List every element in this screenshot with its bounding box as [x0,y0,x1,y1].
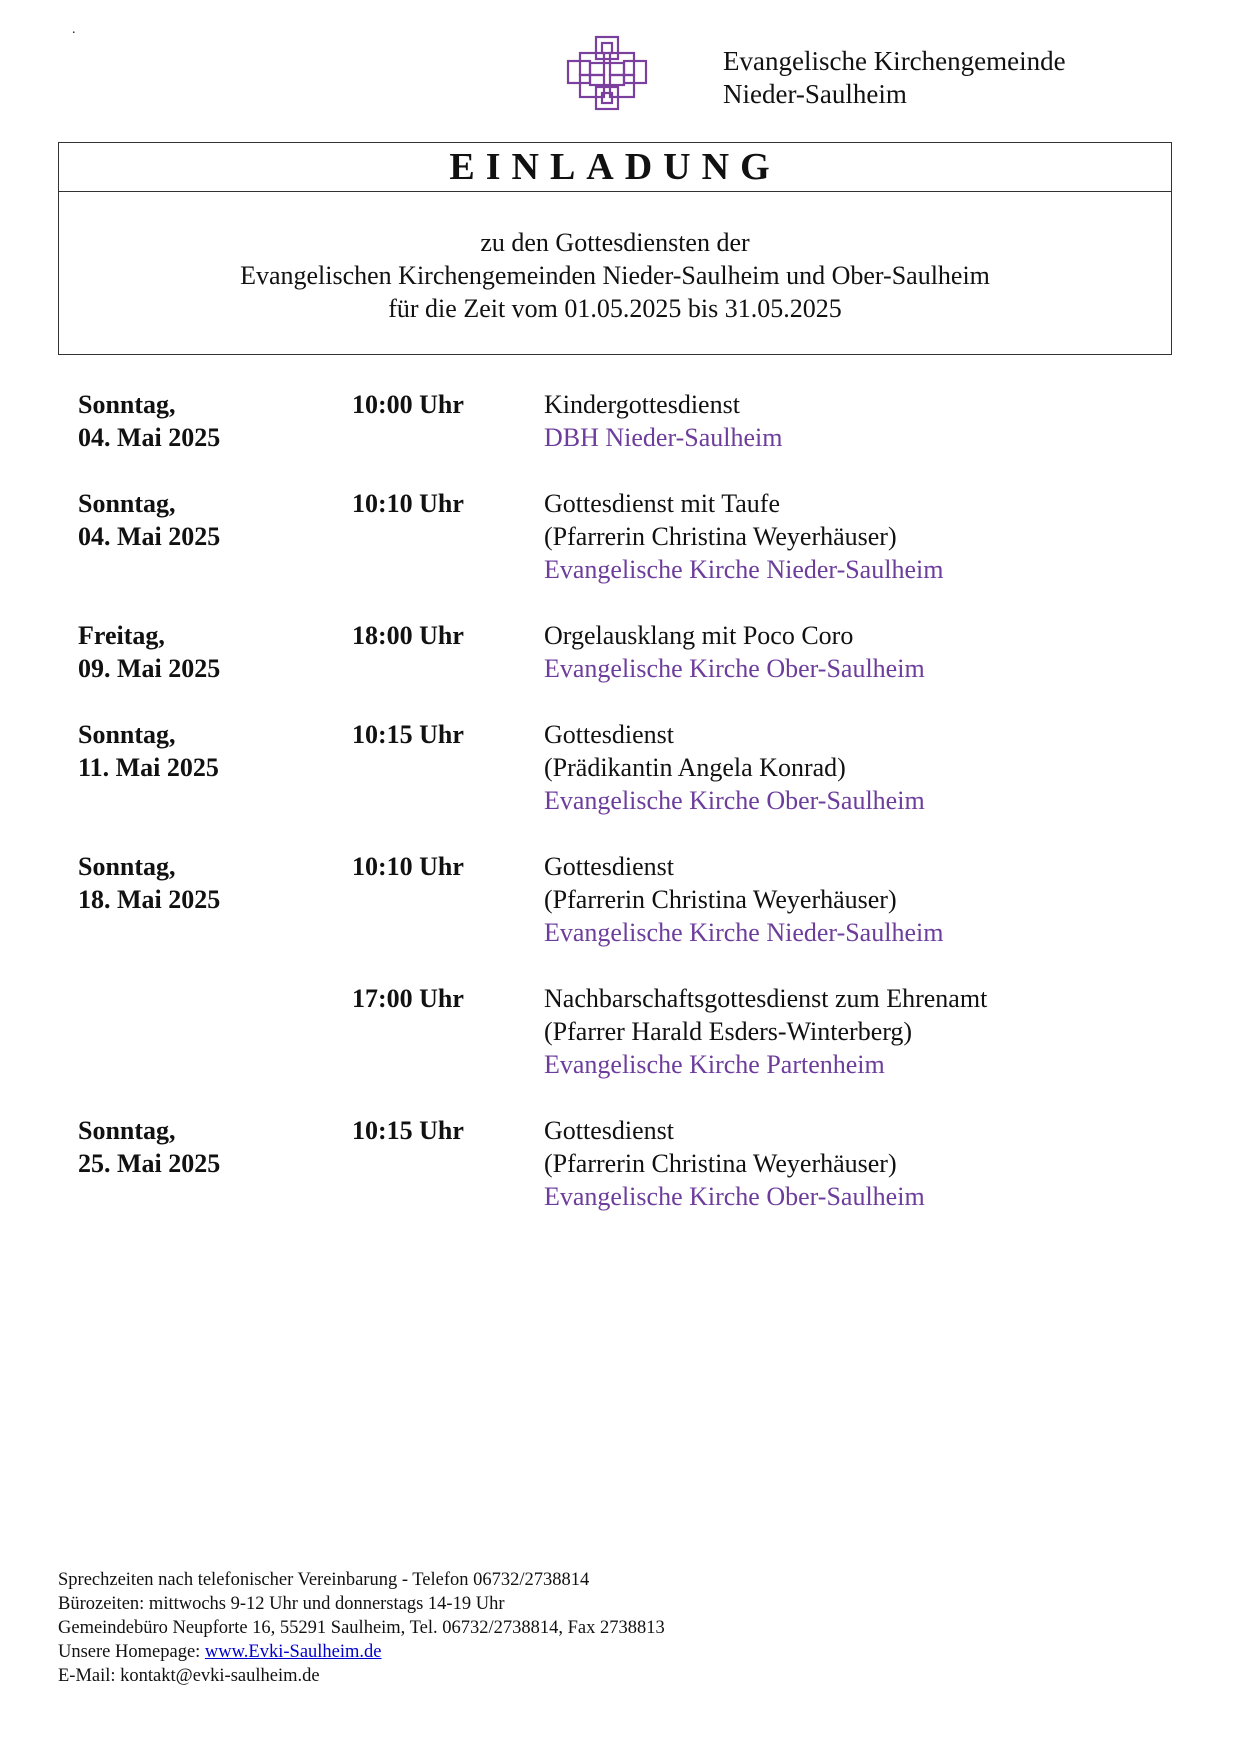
event-time: 17:00 Uhr [352,984,464,1013]
event-description [544,850,1158,949]
event-title: Gottesdienst [544,852,674,881]
event-location: Evangelische Kirche Ober-Saulheim [544,1182,925,1211]
event-location: DBH Nieder-Saulheim [544,423,783,452]
event-date [78,619,338,685]
invitation-body [59,192,1171,325]
footer-office-hours-phone: Sprechzeiten nach telefonischer Vereinbarung - Telefon 06732/2738814 [58,1570,590,1590]
event-description [544,388,1158,454]
event-location: Evangelische Kirche Nieder-Saulheim [544,918,944,947]
event-description [544,982,1158,1081]
event-date-value: 18. Mai 2025 [78,885,221,914]
event-day: Freitag, [78,621,165,650]
event-day: Sonntag, [78,489,176,518]
stray-dot: . [72,22,76,37]
event-location: Evangelische Kirche Partenheim [544,1050,885,1079]
event-description [544,1114,1158,1213]
event-date-value: 25. Mai 2025 [78,1149,221,1178]
invitation-line3: für die Zeit vom 01.05.2025 bis 31.05.2025 [388,294,842,323]
event-title: Kindergottesdienst [544,390,740,419]
event-date-value: 04. Mai 2025 [78,423,221,452]
event-day: Sonntag, [78,390,176,419]
events-list [78,388,1158,1246]
invitation-title: EINLADUNG [59,143,1171,192]
event-time: 10:10 Uhr [352,489,464,518]
event-title: Gottesdienst mit Taufe [544,489,780,518]
event-date-value: 11. Mai 2025 [78,753,219,782]
event-time: 18:00 Uhr [352,621,464,650]
event-time: 10:10 Uhr [352,852,464,881]
homepage-label: Unsere Homepage: [58,1642,205,1662]
event-date [78,850,338,916]
footer-homepage [58,1640,665,1664]
event-item [78,487,1158,586]
event-officiant: (Pfarrer Harald Esders-Winterberg) [544,1017,913,1046]
event-date [78,1114,338,1180]
invitation-line2: Evangelischen Kirchengemeinden Nieder-Saulheim und Ober-Saulheim [240,261,990,290]
event-day: Sonntag, [78,720,176,749]
event-item [78,1114,1158,1213]
event-officiant: (Pfarrerin Christina Weyerhäuser) [544,1149,897,1178]
event-location: Evangelische Kirche Nieder-Saulheim [544,555,944,584]
event-description [544,718,1158,817]
event-location: Evangelische Kirche Ober-Saulheim [544,654,925,683]
invitation-line1: zu den Gottesdiensten der [480,228,750,257]
event-time: 10:15 Uhr [352,1116,464,1145]
event-item [78,619,1158,685]
org-name-line2: Nieder-Saulheim [723,79,907,109]
event-title: Gottesdienst [544,720,674,749]
event-item [78,982,1158,1081]
event-description [544,487,1158,586]
event-item [78,850,1158,949]
event-officiant: (Prädikantin Angela Konrad) [544,753,846,782]
org-name-line1: Evangelische Kirchengemeinde [723,46,1066,76]
event-date [78,718,338,784]
footer-contact [58,1568,665,1688]
event-date-value: 09. Mai 2025 [78,654,221,683]
church-cross-logo-icon [566,35,652,113]
footer-office-hours: Bürozeiten: mittwochs 9-12 Uhr und donnerstags 14-19 Uhr [58,1594,505,1614]
event-title: Orgelausklang mit Poco Coro [544,621,854,650]
event-item [78,718,1158,817]
footer-address: Gemeindebüro Neupforte 16, 55291 Saulheim, Tel. 06732/2738814, Fax 2738813 [58,1618,665,1638]
event-title: Gottesdienst [544,1116,674,1145]
event-officiant: (Pfarrerin Christina Weyerhäuser) [544,522,897,551]
event-date [78,388,338,454]
event-location: Evangelische Kirche Ober-Saulheim [544,786,925,815]
homepage-link[interactable]: www.Evki-Saulheim.de [204,1642,382,1662]
event-title: Nachbarschaftsgottesdienst zum Ehrenamt [544,984,988,1013]
footer-email: E-Mail: kontakt@evki-saulheim.de [58,1666,320,1686]
event-date [78,487,338,553]
organization-name [723,45,1066,111]
invitation-box [58,142,1172,355]
event-description [544,619,1158,685]
event-item [78,388,1158,454]
event-date-value: 04. Mai 2025 [78,522,221,551]
event-officiant: (Pfarrerin Christina Weyerhäuser) [544,885,897,914]
event-day: Sonntag, [78,1116,176,1145]
event-day: Sonntag, [78,852,176,881]
event-time: 10:15 Uhr [352,720,464,749]
event-time: 10:00 Uhr [352,390,464,419]
